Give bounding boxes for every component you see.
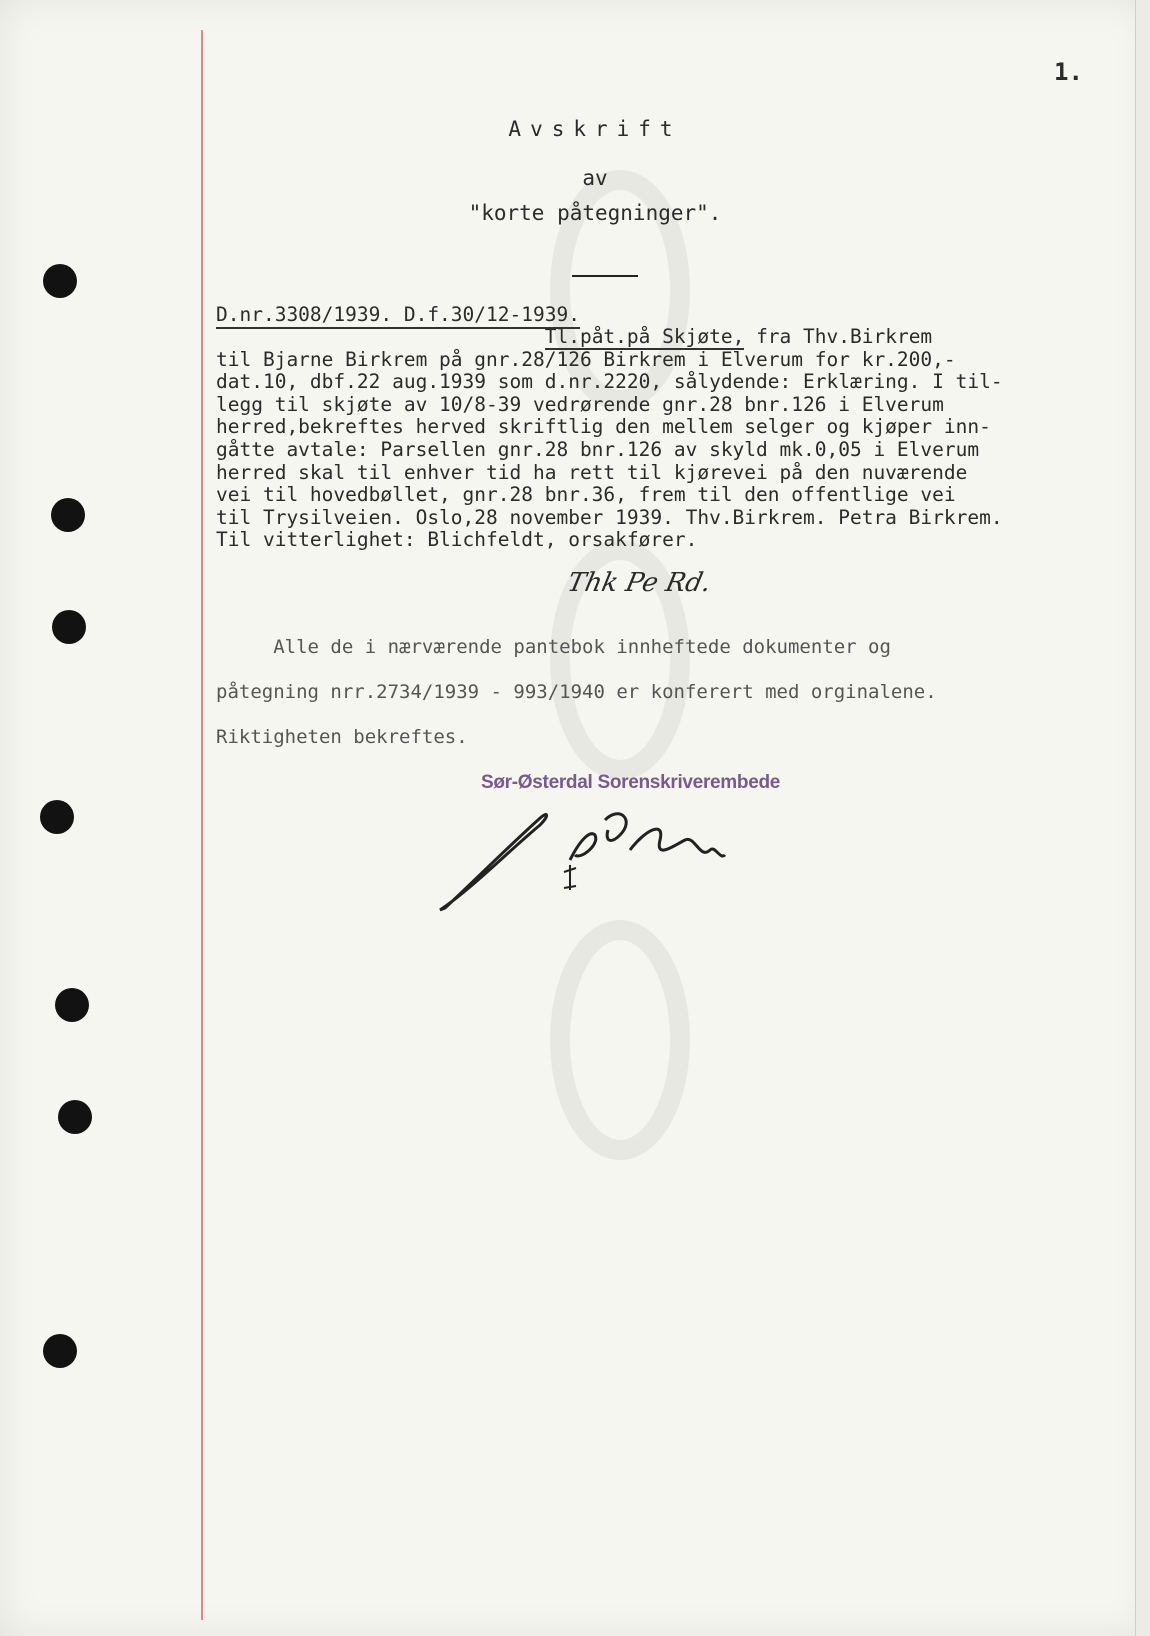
title-subject: "korte påtegninger".: [468, 201, 722, 225]
office-stamp: Sør-Østerdal Sorenskriverembede: [481, 772, 781, 793]
document-title: Avskrift: [508, 117, 682, 141]
page-number: 1.: [1054, 58, 1083, 86]
binder-hole: [58, 1100, 92, 1134]
entry-line: dat.10, dbf.22 aug.1939 som d.nr.2220, sålydende: Erklæring. I til-: [216, 370, 1003, 394]
binder-hole: [43, 1334, 77, 1368]
handwritten-initials: Thk Pe Rd.: [564, 568, 714, 598]
entry-line: Til vitterlighet: Blichfeldt, orsakfører.: [216, 528, 698, 552]
entry-line-text: [216, 325, 545, 348]
title-subline: av: [582, 166, 608, 190]
margin-line: [201, 30, 203, 1620]
entry-body: [216, 326, 1136, 552]
entry-line: til Bjarne Birkrem på gnr.28/126 Birkrem i Elverum for kr.200,-: [216, 347, 956, 371]
certification-line: påtegning nrr.2734/1939 - 993/1940 er konferert med orginalene.: [216, 681, 937, 703]
certification-line: Riktigheten bekreftes.: [216, 726, 468, 748]
binder-hole: [52, 610, 86, 644]
binder-hole: [51, 498, 85, 532]
entry-line: vei til hovedbøllet, gnr.28 bnr.36, frem til den offentlige vei: [216, 483, 956, 507]
entry-line: herred skal til enhver tid ha rett til kjørevei på den nuværende: [216, 460, 968, 484]
handwritten-signature: [430, 800, 750, 920]
entry-line-underlined: Tl.påt.på Skjøte,: [544, 325, 745, 348]
entry-line: til Trysilveien. Oslo,28 november 1939. Thv.Birkrem. Petra Birkrem.: [216, 505, 1003, 529]
page-edge: [1135, 0, 1150, 1636]
certification-line: Alle de i nærværende pantebok innheftede dokumenter og: [216, 636, 891, 658]
entry-header: D.nr.3308/1939. D.f.30/12-1939.: [216, 303, 580, 329]
binder-hole: [40, 800, 74, 834]
entry-line: legg til skjøte av 10/8-39 vedrørende gnr.28 bnr.126 i Elverum: [216, 392, 944, 416]
entry-line: [216, 326, 1136, 349]
title-divider: [572, 275, 638, 277]
entry-line: herred,bekreftes herved skriftlig den mellem selger og kjøper inn-: [216, 415, 991, 439]
binder-hole: [55, 988, 89, 1022]
entry-line-text: fra Thv.Birkrem: [744, 325, 933, 348]
entry-line: gåtte avtale: Parsellen gnr.28 bnr.126 av skyld mk.0,05 i Elverum: [216, 437, 980, 461]
certification-text: [216, 625, 1136, 760]
binder-hole: [43, 264, 77, 298]
